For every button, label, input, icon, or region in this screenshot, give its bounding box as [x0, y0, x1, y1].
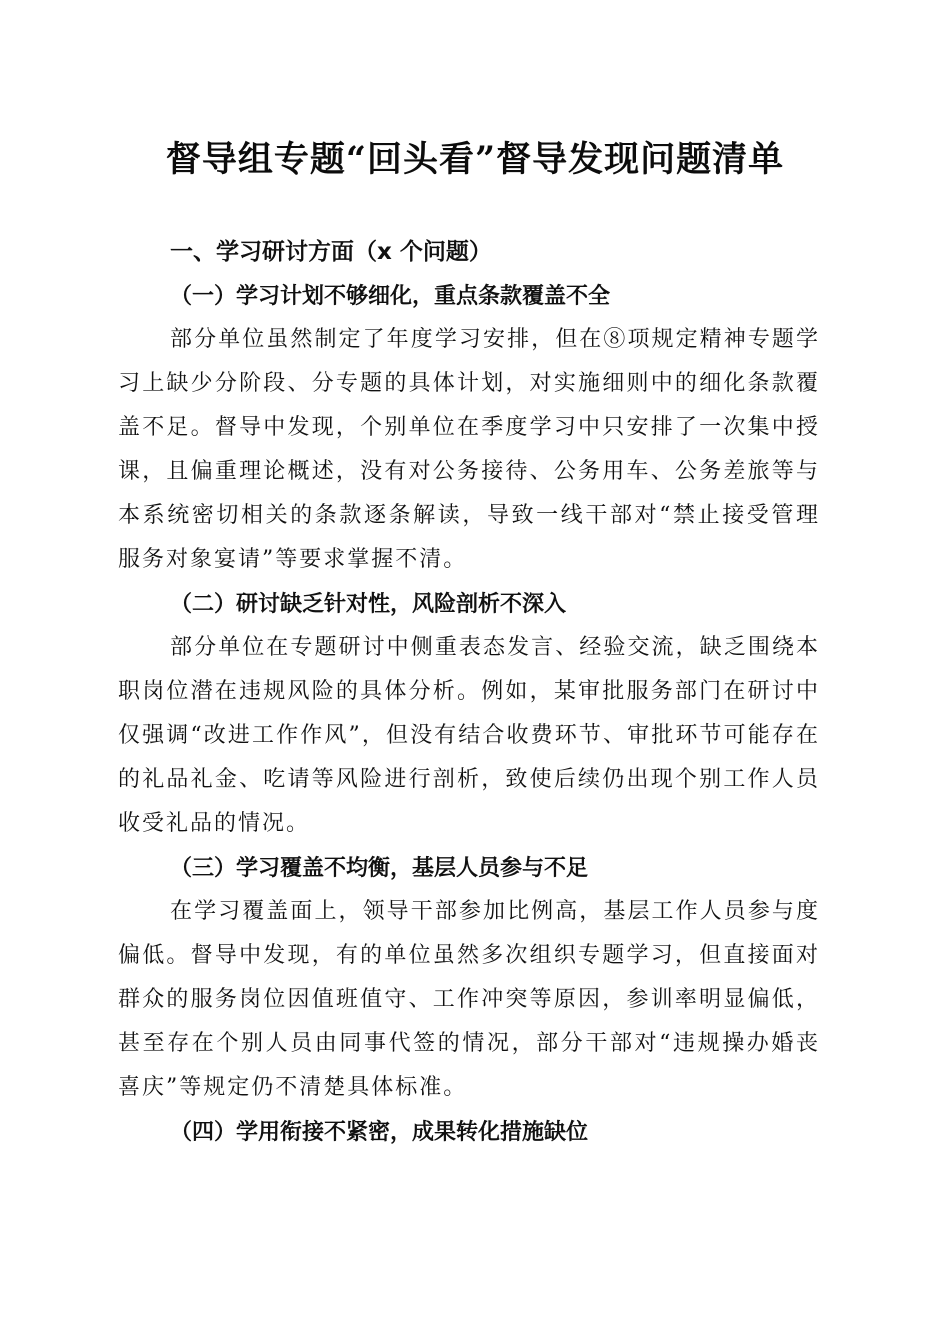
subheading-3: （三）学习覆盖不均衡，基层人员参与不足 — [170, 855, 589, 881]
subheading-2: （二）研讨缺乏针对性，风险剖析不深入 — [170, 591, 567, 617]
paragraph-3: 在学习覆盖面上，领导干部参加比例高，基层工作人员参与度偏低。督导中发现，有的单位虽然多次组织专题学习，但直接面对群众的服务岗位因值班值守、工作冲突等原因，参训率明显偏低，甚至存在个别人员由同事代签的情况，部分干部对“违规操办婚丧喜庆”等规定仍不清楚具体标准。 — [118, 899, 820, 1100]
section-heading: 一、学习研讨方面（x 个问题） — [170, 239, 492, 265]
document-title: 督导组专题“回头看”督导发现问题清单 — [165, 139, 785, 180]
paragraph-1: 部分单位虽然制定了年度学习安排，但在⑧项规定精神专题学习上缺少分阶段、分专题的具体计划，对实施细则中的细化条款覆盖不足。督导中发现，个别单位在季度学习中只安排了一次集中授课，且偏重理论概述，没有对公务接待、公务用车、公务差旅等与本系统密切相关的条款逐条解读，导致一线干部对“禁止接受管理服务对象宴请”等要求掌握不清。 — [118, 327, 820, 572]
subheading-1: （一）学习计划不够细化，重点条款覆盖不全 — [170, 283, 611, 309]
subheading-4: （四）学用衔接不紧密，成果转化措施缺位 — [170, 1119, 589, 1145]
paragraph-2: 部分单位在专题研讨中侧重表态发言、经验交流，缺乏围绕本职岗位潜在违规风险的具体分析。例如，某审批服务部门在研讨中仅强调“改进工作作风”，但没有结合收费环节、审批环节可能存在的礼品礼金、吃请等风险进行剖析，致使后续仍出现个别工作人员收受礼品的情况。 — [118, 635, 820, 836]
document-body — [118, 230, 820, 1154]
